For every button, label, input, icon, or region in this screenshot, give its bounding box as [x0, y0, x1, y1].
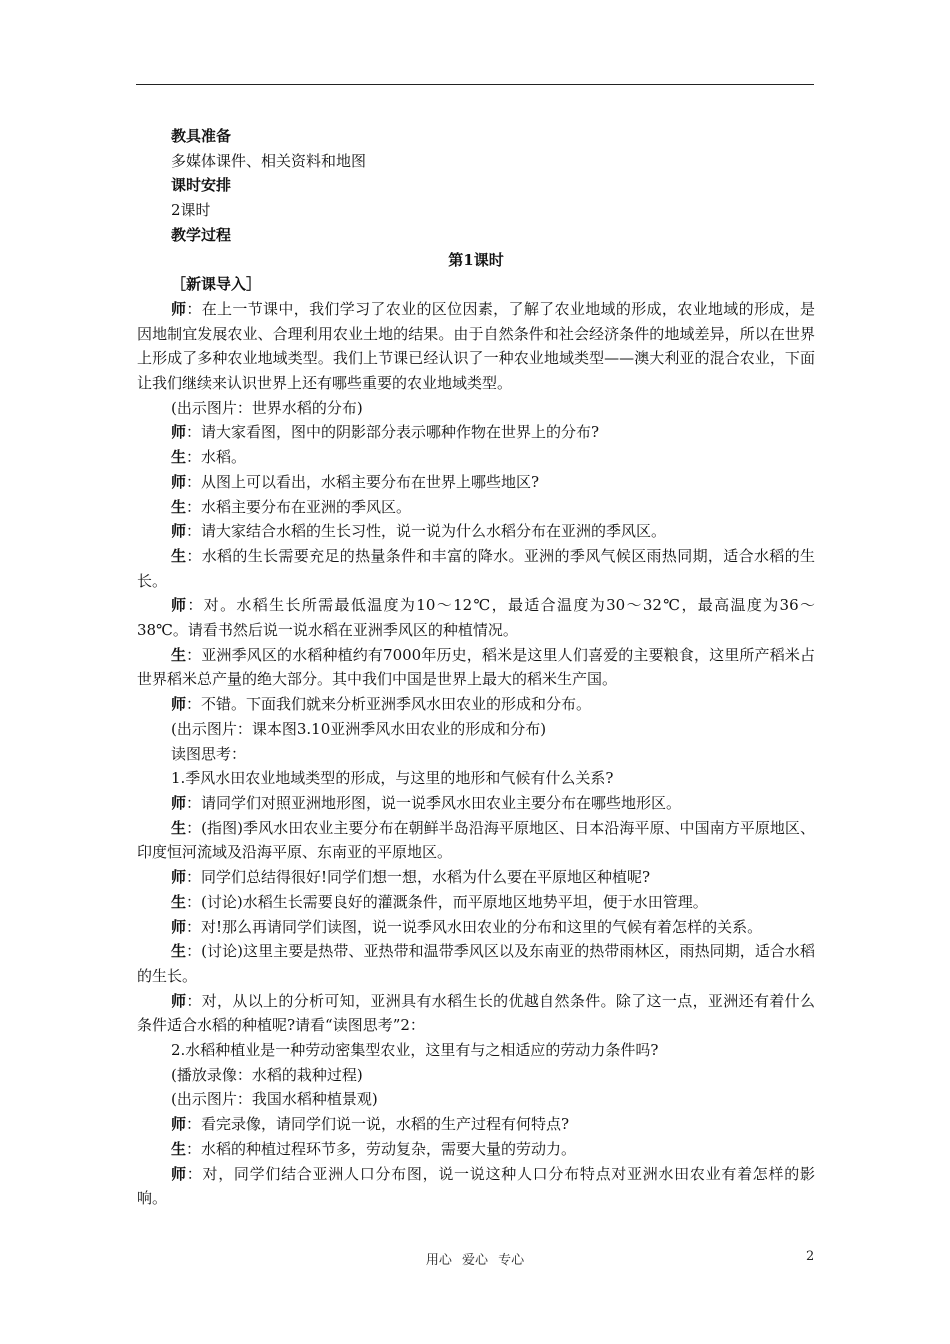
paragraph-text: (出示图片：世界水稻的分布): [171, 398, 363, 417]
paragraph-text: 水稻主要分布在亚洲的季风区。: [201, 497, 412, 516]
paragraph-text: (讨论)这里主要是热带、亚热带和温带季风区以及东南亚的热带雨林区，雨热同期，适合水稻的生长。: [137, 942, 815, 985]
dialogue-paragraph: 生：(讨论)水稻生长需要良好的灌溉条件，而平原地区地势平坦，便于水田管理。: [171, 892, 708, 911]
speaker-label: 师: [171, 472, 187, 491]
paragraph-text: 水稻的生长需要充足的热量条件和丰富的降水。亚洲的季风气候区雨热同期，适合水稻的生长。: [137, 546, 815, 590]
dialogue-paragraph: 师：请同学们对照亚洲地形图，说一说季风水田农业主要分布在哪些地形区。: [171, 793, 682, 812]
header-rule: [136, 84, 814, 85]
lesson-title: 第1课时: [448, 250, 504, 269]
schedule-text: 2课时: [171, 201, 211, 220]
dialogue-paragraph: 生：水稻的生长需要充足的热量条件和丰富的降水。亚洲的季风气候区雨热同期，适合水稻的生长。: [137, 546, 815, 590]
paragraph-text: 1.季风水田农业地域类型的形成，与这里的地形和气候有什么关系?: [171, 769, 614, 788]
speaker-label: 生: [171, 1139, 187, 1158]
intro-heading: ［新课导入］: [171, 275, 262, 294]
paragraph-text: 水稻的种植过程环节多，劳动复杂，需要大量的劳动力。: [201, 1139, 577, 1158]
paragraph-text: (出示图片：我国水稻种植景观): [171, 1090, 378, 1109]
paragraph-text: 对!那么再请同学们读图，说一说季风水田农业的分布和这里的气候有着怎样的关系。: [201, 917, 763, 936]
paragraph-text: (讨论)水稻生长需要良好的灌溉条件，而平原地区地势平坦，便于水田管理。: [201, 892, 708, 911]
paragraph-text: 对，同学们结合亚洲人口分布图，说一说这种人口分布特点对亚洲水田农业有着怎样的影响。: [137, 1164, 815, 1208]
dialogue-paragraph: 师：对，从以上的分析可知，亚洲具有水稻生长的优越自然条件。除了这一点，亚洲还有着什么条件适合水稻的种植呢?请看“读图思考”2：: [137, 991, 815, 1035]
dialogue-paragraph: 师：对!那么再请同学们读图，说一说季风水田农业的分布和这里的气候有着怎样的关系。: [171, 917, 763, 936]
paragraph-text: 对，从以上的分析可知，亚洲具有水稻生长的优越自然条件。除了这一点，亚洲还有着什么条件适合水稻的种植呢?请看“读图思考”2：: [137, 991, 815, 1035]
speaker-label: 师: [171, 299, 187, 318]
speaker-label: 师: [171, 1115, 187, 1134]
paragraph-text: 从图上可以看出，水稻主要分布在世界上哪些地区?: [201, 472, 540, 491]
dialogue-paragraph: [137, 742, 815, 767]
dialogue: [137, 297, 815, 1211]
paragraph-text: 水稻。: [201, 448, 247, 467]
paragraph-text: (播放录像：水稻的栽种过程): [171, 1065, 363, 1084]
prep-heading: 教具准备: [171, 127, 232, 145]
speaker-label: 生: [171, 942, 187, 961]
dialogue-paragraph: [137, 766, 815, 791]
page-footer: 用心 爱心 专心: [425, 1253, 525, 1268]
dialogue-paragraph: 生：水稻的种植过程环节多，劳动复杂，需要大量的劳动力。: [171, 1139, 577, 1158]
dialogue-paragraph: 生：(讨论)这里主要是热带、亚热带和温带季风区以及东南亚的热带雨林区，雨热同期，适合水稻的生长。: [137, 942, 815, 985]
document-body: [137, 124, 815, 1211]
paragraph-text: 请同学们对照亚洲地形图，说一说季风水田农业主要分布在哪些地形区。: [201, 793, 682, 812]
speaker-label: 生: [171, 497, 187, 516]
speaker-label: 生: [171, 448, 187, 467]
dialogue-paragraph: [137, 1087, 815, 1112]
dialogue-paragraph: 师：同学们总结得很好!同学们想一想，水稻为什么要在平原地区种植呢?: [171, 868, 651, 887]
paragraph-text: 请大家结合水稻的生长习性，说一说为什么水稻分布在亚洲的季风区。: [201, 522, 667, 541]
dialogue-paragraph: 师：在上一节课中，我们学习了农业的区位因素，了解了农业地域的形成，农业地域的形成，是因地制宜发展农业、合理利用农业土地的结果。由于自然条件和社会经济条件的地域差异，所以在世界上形成了多种农业地域类型。我们上节课已经认识了一种农业地域类型——澳大利亚的混合农业，下面让我们继续来认识世界上还有哪些重要的农业地域类型。: [137, 299, 815, 393]
paragraph-text: 同学们总结得很好!同学们想一想，水稻为什么要在平原地区种植呢?: [201, 868, 651, 887]
speaker-label: 师: [171, 917, 187, 936]
paragraph-text: (出示图片：课本图3.10亚洲季风水田农业的形成和分布): [171, 719, 547, 738]
dialogue-paragraph: 师：请大家看图，图中的阴影部分表示哪种作物在世界上的分布?: [171, 423, 600, 442]
dialogue-paragraph: [137, 396, 815, 421]
speaker-label: 师: [171, 991, 187, 1010]
paragraph-text: 读图思考：: [171, 744, 247, 763]
speaker-label: 师: [171, 596, 188, 615]
prep-text: 多媒体课件、相关资料和地图: [171, 151, 367, 170]
speaker-label: 师: [171, 1164, 187, 1183]
speaker-label: 生: [171, 892, 187, 911]
speaker-label: 师: [171, 522, 187, 541]
speaker-label: 生: [171, 645, 187, 664]
paragraph-text: 2.水稻种植业是一种劳动密集型农业，这里有与之相适应的劳动力条件吗?: [171, 1041, 659, 1060]
process-heading: 教学过程: [171, 225, 232, 244]
dialogue-paragraph: [137, 1063, 815, 1088]
dialogue-paragraph: [137, 1038, 815, 1063]
dialogue-paragraph: 生：亚洲季风区的水稻种植约有7000年历史，稻米是这里人们喜爱的主要粮食，这里所产稻米占世界稻米总产量的绝大部分。其中我们中国是世界上最大的稻米生产国。: [137, 645, 815, 689]
dialogue-paragraph: 生：(指图)季风水田农业主要分布在朝鲜半岛沿海平原地区、日本沿海平原、中国南方平原地区、印度恒河流域及沿海平原、东南亚的平原地区。: [137, 818, 815, 862]
paragraph-text: 在上一节课中，我们学习了农业的区位因素，了解了农业地域的形成，农业地域的形成，是因地制宜发展农业、合理利用农业土地的结果。由于自然条件和社会经济条件的地域差异，所以在世界上形成了多种农业地域类型。我们上节课已经认识了一种农业地域类型——澳大利亚的混合农业，下面让我们继续来认识世界上还有哪些重要的农业地域类型。: [137, 299, 815, 393]
dialogue-paragraph: 师：请大家结合水稻的生长习性，说一说为什么水稻分布在亚洲的季风区。: [171, 522, 667, 541]
dialogue-paragraph: 生：水稻。: [171, 448, 247, 467]
schedule-heading: 课时安排: [171, 176, 232, 195]
dialogue-paragraph: 生：水稻主要分布在亚洲的季风区。: [171, 497, 412, 516]
speaker-label: 生: [171, 818, 187, 837]
paragraph-text: 请大家看图，图中的阴影部分表示哪种作物在世界上的分布?: [201, 423, 600, 442]
paragraph-text: 不错。下面我们就来分析亚洲季风水田农业的形成和分布。: [201, 695, 592, 714]
speaker-label: 生: [171, 546, 187, 565]
dialogue-paragraph: 师：对。水稻生长所需最低温度为10～12℃，最适合温度为30～32℃，最高温度为36～38℃。请看书然后说一说水稻在亚洲季风区的种植情况。: [137, 596, 815, 640]
dialogue-paragraph: 师：对，同学们结合亚洲人口分布图，说一说这种人口分布特点对亚洲水田农业有着怎样的影响。: [137, 1164, 815, 1208]
dialogue-paragraph: 师：看完录像，请同学们说一说，水稻的生产过程有何特点?: [171, 1115, 570, 1134]
dialogue-paragraph: 师：从图上可以看出，水稻主要分布在世界上哪些地区?: [171, 472, 540, 491]
dialogue-paragraph: 师：不错。下面我们就来分析亚洲季风水田农业的形成和分布。: [171, 695, 592, 714]
speaker-label: 师: [171, 868, 187, 887]
speaker-label: 师: [171, 793, 187, 812]
dialogue-paragraph: [137, 717, 815, 742]
paragraph-text: 亚洲季风区的水稻种植约有7000年历史，稻米是这里人们喜爱的主要粮食，这里所产稻米占世界稻米总产量的绝大部分。其中我们中国是世界上最大的稻米生产国。: [137, 645, 815, 689]
paragraph-text: 对。水稻生长所需最低温度为10～12℃，最适合温度为30～32℃，最高温度为36～38℃。请看书然后说一说水稻在亚洲季风区的种植情况。: [137, 596, 815, 640]
paragraph-text: 看完录像，请同学们说一说，水稻的生产过程有何特点?: [201, 1115, 570, 1134]
paragraph-text: (指图)季风水田农业主要分布在朝鲜半岛沿海平原地区、日本沿海平原、中国南方平原地区、印度恒河流域及沿海平原、东南亚的平原地区。: [137, 818, 815, 862]
speaker-label: 师: [171, 695, 187, 714]
speaker-label: 师: [171, 423, 187, 442]
page-number: 2: [806, 1249, 815, 1264]
